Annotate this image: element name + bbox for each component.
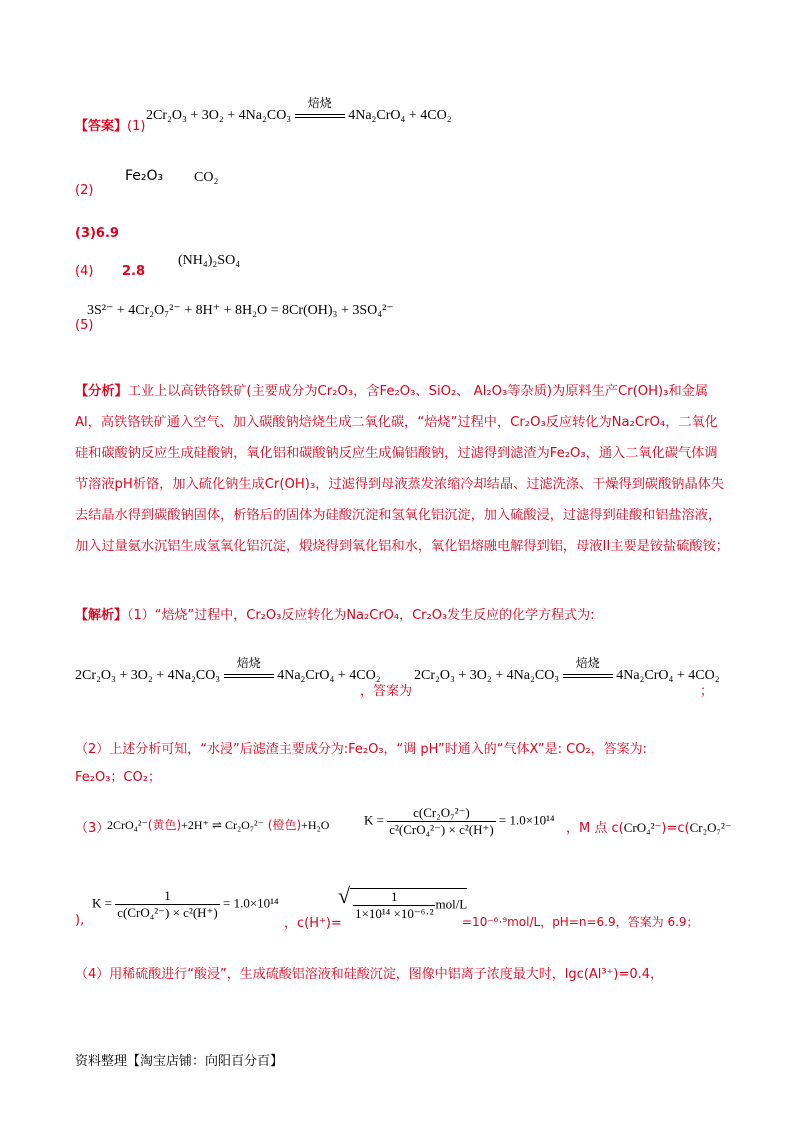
reaction-arrow xyxy=(563,656,613,684)
answer-q1-line xyxy=(75,115,145,134)
explain-p3-paren: ), xyxy=(75,913,85,928)
k2-numerator: 1 xyxy=(164,888,171,903)
reaction-condition: 焙烧 xyxy=(575,656,600,670)
equation-left: 2Cr₂O₃ + 3O₂ + 4Na₂CO₃ xyxy=(146,108,292,123)
m-equals: )=c( xyxy=(661,821,690,836)
sqrt-symbol xyxy=(350,888,467,922)
chromate: 2CrO₄²⁻ xyxy=(107,818,148,832)
k2-lhs: K = xyxy=(92,895,112,911)
equation-left: 2Cr₂O₃ + 3O₂ + 4Na₂CO₃ xyxy=(414,668,560,683)
answer-q5-equation: 3S²⁻ + 4Cr₂O₇²⁻ + 8H⁺ + 8H₂O = 8Cr(OH)₃ + 3SO₄²⁻ xyxy=(87,303,394,318)
reaction-arrow xyxy=(224,656,274,684)
k-fraction xyxy=(387,805,495,838)
k-lhs: K = xyxy=(364,812,384,828)
explain-p1-text: （1）“焙烧”过程中，Cr₂O₃反应转化为Na₂CrO₄，Cr₂O₃发生反应的化学方程式为: xyxy=(127,608,595,623)
explain-tag: 【解析】 xyxy=(75,608,128,623)
analysis-text: 工业上以高铁铬铁矿(主要成分为Cr₂O₃，含Fe₂O₃、SiO₂、 Al₂O₃等杂质)为原料生产Cr(OH)₃和金属Al，高铁铬铁矿通入空气、加入碳酸钠焙烧生成二氧化碳，“焙烧”过程中，Cr₂O₃反应转化为Na₂CrO₄，二氧化硅和碳酸钠反应生成硅酸钠，氧化铝和碳酸钠反应生成偏铝酸钠，过滤得到滤渣为Fe₂O₃，通入二氧化碳气体调节溶液pH析铬，加入硫化钠生成Cr(OH)₃，过滤得到母液蒸发浓缩冷却结晶、过滤洗涤、干燥得到碳酸钠晶体失去结晶水得到碳酸钠固体，析铬后的固体为硅酸沉淀和氢氧化铝沉淀，加入硫酸浸，过滤得到硅酸和铝盐溶液，加入过量氨水沉铝生成氢氧化铝沉淀，煅烧得到氧化铝和水，氧化铝熔融电解得到铝，母液II主要是铵盐硫酸铵； xyxy=(75,384,729,554)
orange-label: (橙色) xyxy=(267,818,302,832)
analysis-tag: 【分析】 xyxy=(75,384,128,399)
sqrt-unit: mol/L xyxy=(435,896,468,912)
explain-p1-equation xyxy=(75,656,381,684)
k2-fraction xyxy=(115,888,220,921)
answer-q1-number: (1) xyxy=(127,119,146,134)
sqrt-numerator: √ 1 xyxy=(390,889,398,904)
answer-q4-value: 2.8 xyxy=(122,264,146,279)
m-point-label: ，M 点 c( xyxy=(566,821,624,836)
explain-p4: （4）用稀硫酸进行“酸浸”，生成硫酸铝溶液和硅酸沉淀，图像中铝离子浓度最大时，lgc(Al³⁺)=0.4， xyxy=(75,967,664,982)
m-point-text xyxy=(566,817,732,836)
explain-semicolon: ； xyxy=(700,684,714,699)
equation-right: 4Na₂CrO₄ + 4CO₂ xyxy=(348,108,452,123)
explain-answer-is: ，答案为 xyxy=(360,684,413,699)
answer-q2-co2: CO₂ xyxy=(194,170,219,185)
equation-right: 4Na₂CrO₄ + 4CO₂ xyxy=(277,668,381,683)
k-expression xyxy=(364,805,555,838)
explain-p3-reaction xyxy=(107,816,329,833)
explain-p1-equation-answer xyxy=(414,656,720,684)
answer-q4-number: (4) xyxy=(75,264,94,279)
k-numerator: c(Cr₂O₇²⁻) xyxy=(413,805,470,820)
reaction-arrow xyxy=(295,96,345,124)
sqrt-denominator: 1×10¹⁴ ×10⁻⁶·² xyxy=(355,906,434,921)
k2-expression xyxy=(92,888,279,921)
equation-right: 4Na₂CrO₄ + 4CO₂ xyxy=(616,668,720,683)
answer-q4-salt: (NH₄)₂SO₄ xyxy=(178,253,241,268)
water: +H₂O xyxy=(301,818,330,832)
equilibrium: +2H⁺ ⇌ Cr₂O₇²⁻ xyxy=(181,818,264,832)
equation-left: 2Cr₂O₃ + 3O₂ + 4Na₂CO₃ xyxy=(75,668,221,683)
footer-text: 资料整理【淘宝店铺：向阳百分百】 xyxy=(75,1054,284,1069)
answer-q1-equation xyxy=(146,96,452,124)
explain-p2-line2: Fe₂O₃；CO₂； xyxy=(75,770,161,785)
answer-q3: (3)6.9 xyxy=(75,226,119,241)
answer-q2-fe2o3: Fe₂O₃ xyxy=(125,168,164,184)
answer-q5-number: (5) xyxy=(75,318,94,333)
analysis-paragraph xyxy=(75,376,730,562)
answer-q2-number: (2) xyxy=(75,183,94,198)
k2-value: = 1.0×10¹⁴ xyxy=(223,895,279,911)
answer-tag: 【答案】 xyxy=(75,119,128,134)
h-conc-sqrt xyxy=(342,888,467,922)
reaction-condition: 焙烧 xyxy=(236,656,261,670)
explain-line1 xyxy=(75,604,595,623)
k-value: = 1.0×10¹⁴ xyxy=(498,812,555,828)
yellow-label: (黄色) xyxy=(147,818,182,832)
explain-p2-line1: （2）上述分析可知，“水浸”后滤渣主要成分为:Fe₂O₃，“调 pH”时通入的“气体X”是: CO₂，答案为: xyxy=(75,742,648,757)
k2-denominator: c(CrO₄²⁻) × c²(H⁺) xyxy=(117,905,218,920)
reaction-condition: 焙烧 xyxy=(307,96,332,110)
k-denominator: c²(CrO₄²⁻) × c²(H⁺) xyxy=(389,822,494,837)
explain-p3-result: =10⁻⁶·⁹mol/L，pH=n=6.9，答案为 6.9； xyxy=(462,915,699,929)
m-cro4: CrO₄²⁻ xyxy=(623,820,662,835)
h-conc-label: ，c(H⁺)= xyxy=(284,916,342,931)
explain-p3-number: （3） xyxy=(75,821,110,836)
m-cr2o7: Cr₂O₇²⁻ xyxy=(689,820,732,835)
sqrt-fraction xyxy=(353,889,435,922)
